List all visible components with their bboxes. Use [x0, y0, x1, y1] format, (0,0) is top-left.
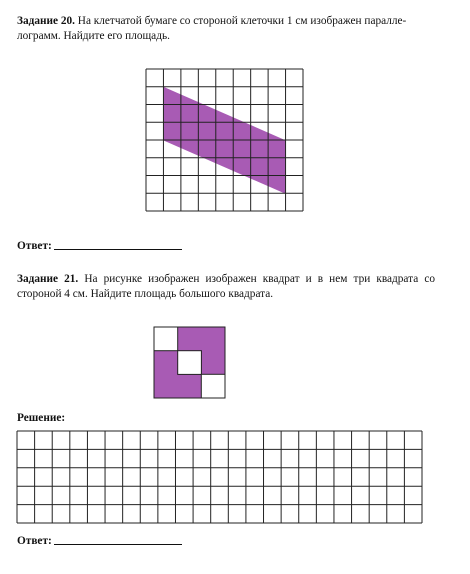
answer-20-label: Ответ: [17, 240, 52, 252]
task-21-label: Задание 21. [17, 273, 79, 285]
task-20-text [17, 14, 435, 44]
squares-figure [154, 327, 226, 399]
answer-21-line[interactable] [54, 543, 182, 545]
answer-20 [17, 240, 182, 252]
solution-label: Решение: [17, 412, 66, 424]
solution-grid[interactable] [17, 431, 423, 524]
parallelogram-figure [146, 69, 304, 212]
task-21-text [17, 272, 435, 302]
task-21-body: На рисунке изображен изображен квадрат и в нем три квадрата со стороной 4 см. Найдите площадь большого квадрата. [17, 273, 436, 300]
task-20-body-line2: лограмм. Найдите его площадь. [17, 30, 170, 42]
answer-20-line[interactable] [54, 248, 182, 250]
small-square-bottom-right [201, 374, 225, 398]
solution-grid-lines [17, 431, 422, 523]
small-square-top-left [154, 327, 178, 351]
answer-21 [17, 535, 182, 547]
task-20-body-line1: На клетчатой бумаге со стороной клеточки 1 см изображен паралле- [77, 15, 407, 27]
answer-21-label: Ответ: [17, 535, 52, 547]
task-20-label: Задание 20. [17, 15, 75, 27]
small-square-center [178, 351, 202, 375]
